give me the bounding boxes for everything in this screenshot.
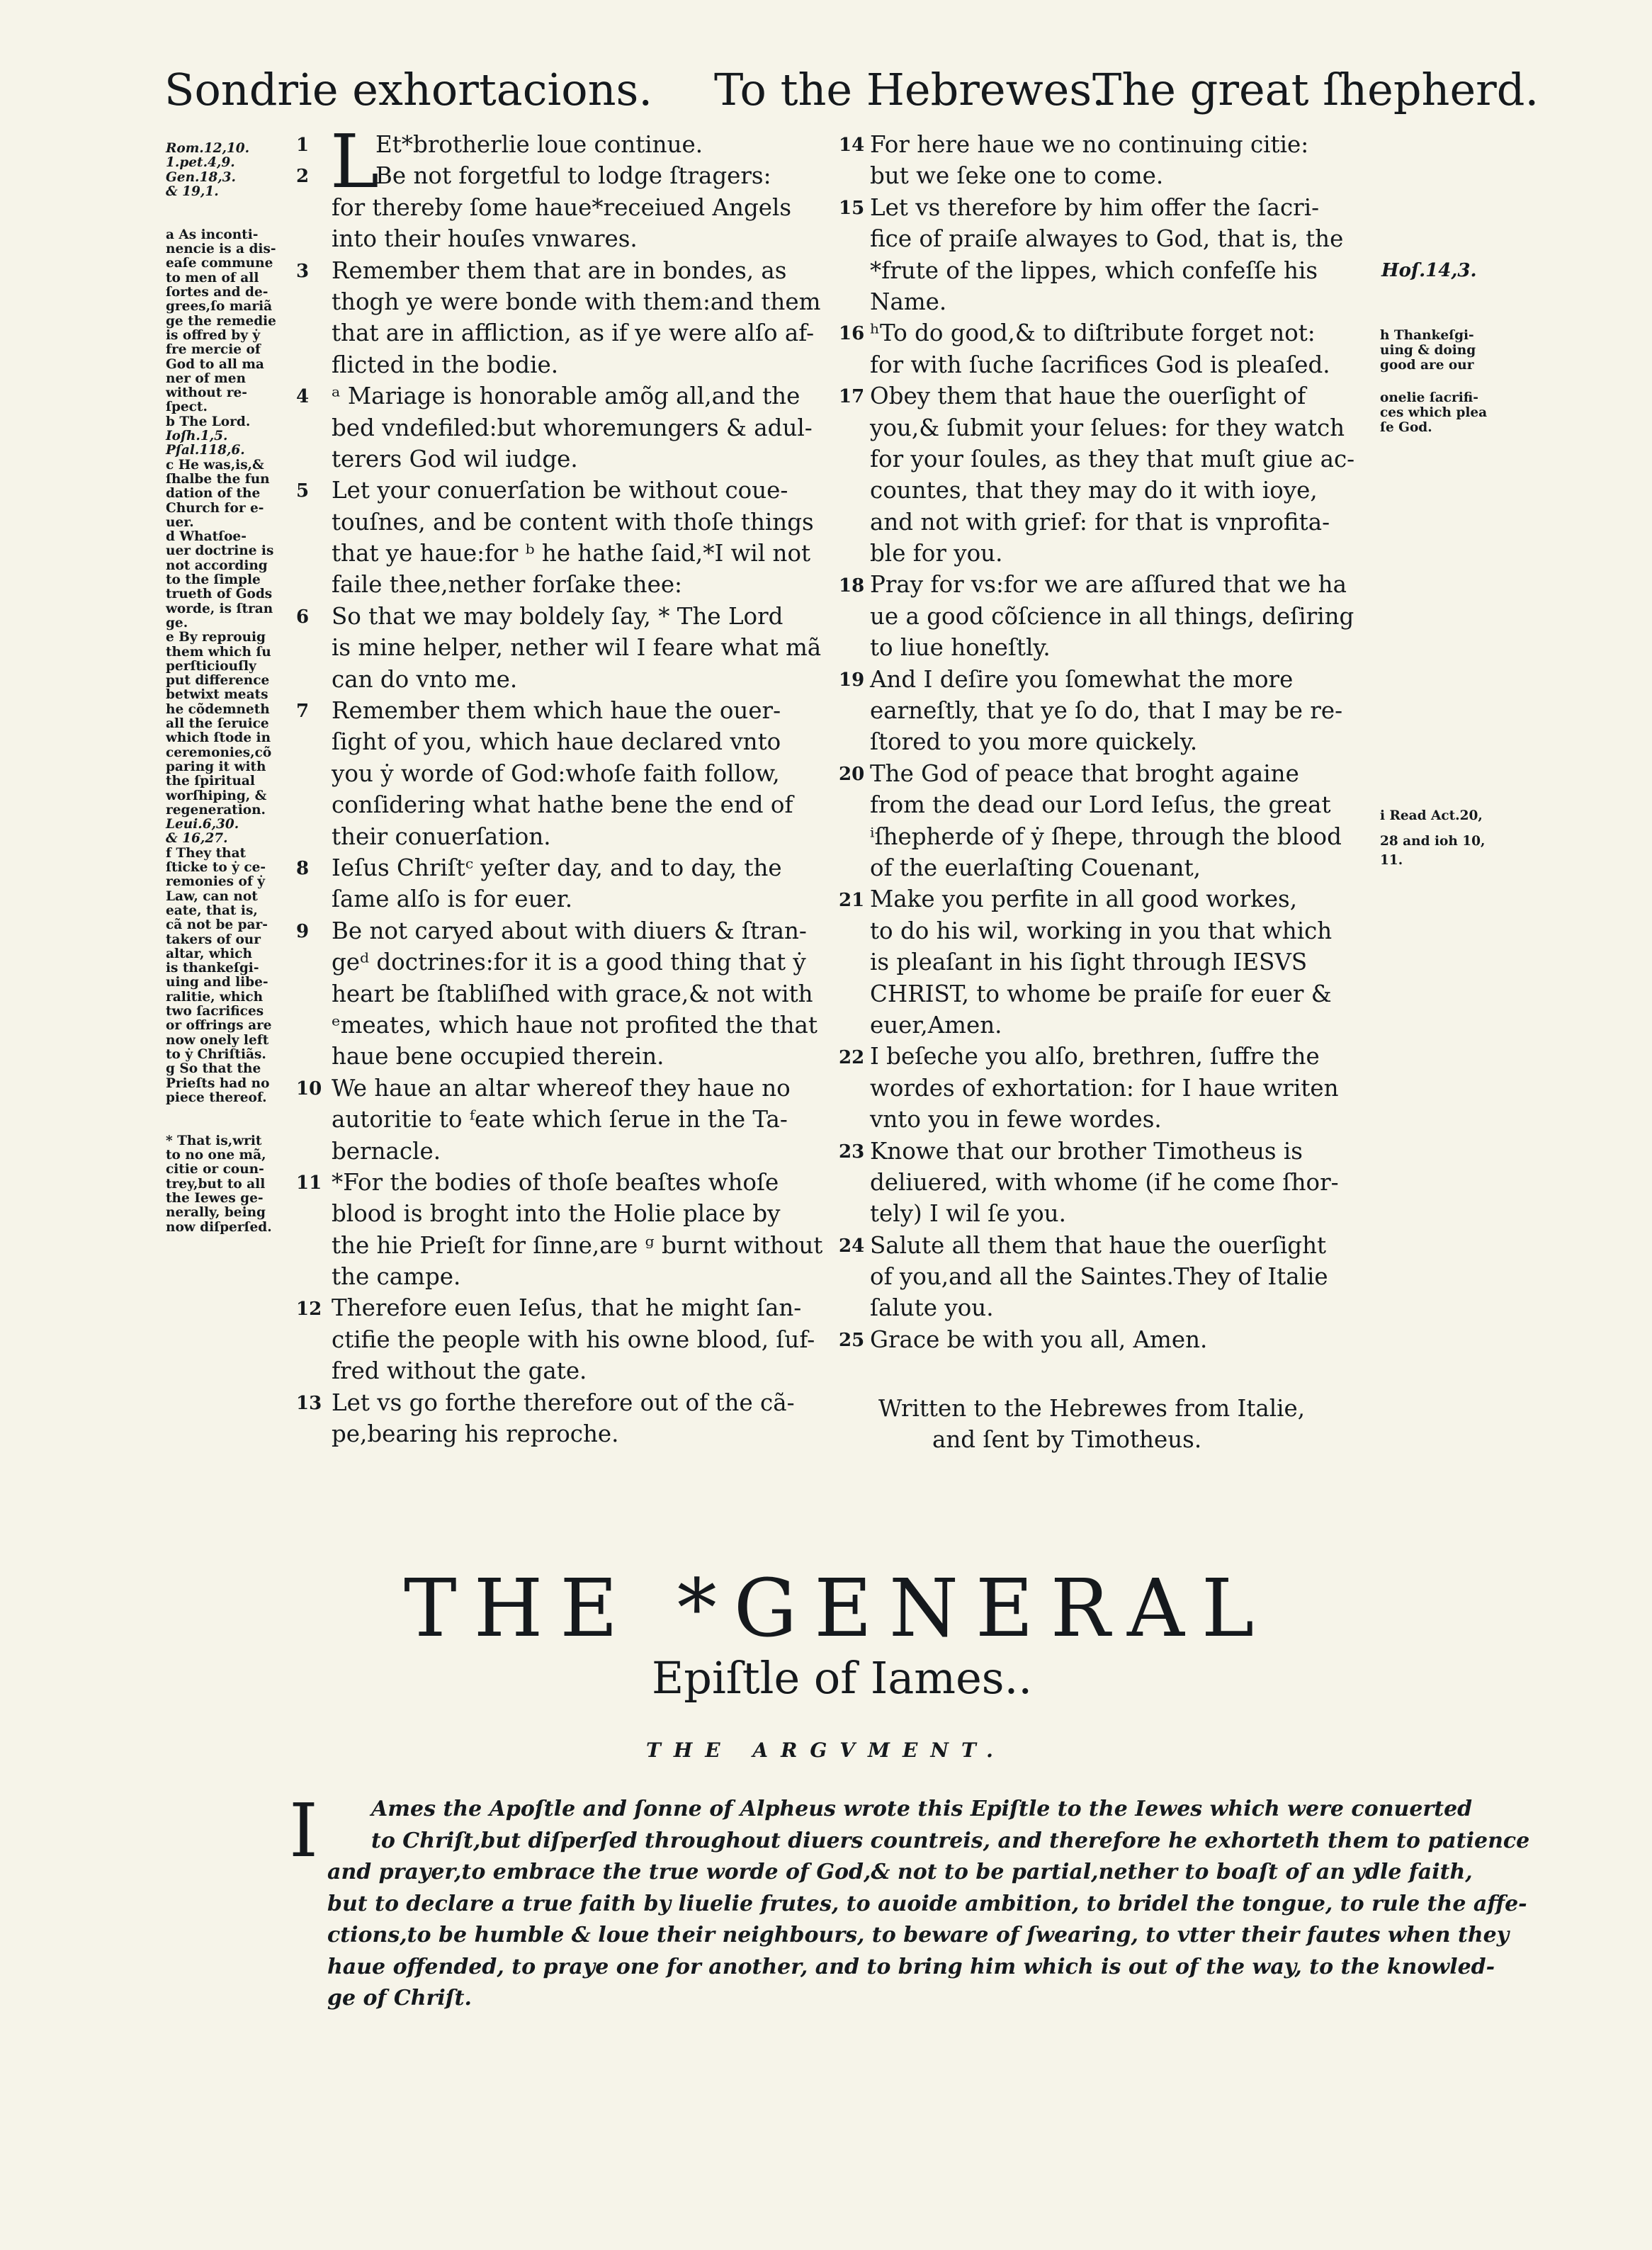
text-line: for thereby ſome haue*receiued Angels — [332, 193, 792, 221]
text-line: ſame alſo is for euer. — [332, 886, 573, 913]
verse-number: 1 — [296, 135, 310, 156]
cross-reference-note: 1.pet.4,9. — [166, 155, 235, 171]
margin-note-line: not according — [166, 558, 268, 573]
verse-number: 4 — [296, 386, 310, 408]
text-line: of the euerlaſting Couenant, — [870, 854, 1201, 881]
text-line: blood is broght into the Holie place by — [332, 1200, 781, 1228]
text-line: *For the bodies of thoſe beaſtes whoſe — [332, 1168, 779, 1196]
margin-note-line: * That is,writ — [166, 1133, 262, 1148]
margin-note-line: citie or coun- — [166, 1162, 264, 1177]
text-line: Salute all them that haue the ouerſight — [870, 1231, 1327, 1259]
verse-number: 5 — [296, 480, 310, 502]
text-line: into their houſes vnwares. — [332, 225, 638, 253]
verse-number: 13 — [296, 1393, 322, 1414]
verse-number: 10 — [296, 1078, 322, 1099]
margin-note-line: trueth of Gods — [166, 587, 273, 602]
text-line: heart be ſtabliſhed with grace,& not with — [332, 980, 813, 1007]
margin-note-line: c He was,is,& — [166, 457, 264, 473]
margin-note-line: d Whatſoe- — [166, 529, 247, 545]
text-line: ⁱſhepherde of ẏ ſhepe, through the blood — [870, 822, 1342, 850]
margin-note-line: ge. — [166, 615, 188, 631]
text-line: The God of peace that broght againe — [870, 759, 1299, 787]
margin-note-line: all the ſeruice — [166, 716, 269, 731]
verse-number: 15 — [839, 197, 865, 219]
margin-note-line: remonies of ẏ — [166, 874, 266, 890]
margin-note-line: them which ſu — [166, 644, 271, 660]
text-line: ſight of you, which haue declared vnto — [332, 728, 781, 756]
subscription-line-1: Written to the Hebrewes from Italie, — [878, 1395, 1306, 1422]
margin-note-line: ceremonies,cõ — [166, 745, 272, 760]
text-line: terers God wil iudge. — [332, 445, 578, 473]
text-line: ſtored to you more quickely. — [870, 728, 1198, 756]
verse-number: 17 — [839, 386, 865, 408]
margin-note-line: ner of men — [166, 371, 246, 386]
margin-note-line: cã not be par- — [166, 917, 268, 933]
margin-note-line: uer doctrine is — [166, 543, 274, 559]
verse-number: 22 — [839, 1046, 865, 1068]
text-line: ctifie the people with his owne blood, ſuf- — [332, 1325, 815, 1353]
margin-note-line: i Read Act.20, — [1380, 808, 1483, 823]
text-line: the hie Prieſt for ſinne,are ᵍ burnt without — [332, 1231, 823, 1259]
margin-note-line: f They that — [166, 845, 247, 861]
text-line: flicted in the bodie. — [332, 351, 559, 378]
margin-note-line: or offrings are — [166, 1018, 272, 1034]
margin-note-line: betwixt meats — [166, 687, 268, 703]
margin-note-line: is offred by ẏ — [166, 327, 261, 343]
text-line: Ieſus Chriſtᶜ yeſter day, and to day, the — [332, 854, 782, 881]
text-line: and not with grief: for that is vnprofita- — [870, 508, 1330, 536]
text-line: tely) I wil ſe you. — [870, 1200, 1066, 1228]
text-line: bed vndefiled:but whoremungers & adul- — [332, 414, 813, 441]
margin-note-line: perſticiouſly — [166, 658, 256, 674]
cross-reference-note: Leui.6,30. — [166, 817, 239, 832]
argument-line: to Chriſt,but diſperſed throughout diuers countreis, and therefore he exhorteth them to patience — [371, 1828, 1530, 1853]
running-head-left: Sondrie exhortacions. — [164, 64, 653, 115]
text-line: ʰTo do good,& to diſtribute forget not: — [870, 320, 1316, 347]
text-line: geᵈ doctrines:for it is a good thing that ẏ — [332, 949, 806, 976]
text-line: *frute of the lippes, which confeſſe his — [870, 256, 1318, 284]
margin-note-line: eaſe commune — [166, 256, 273, 271]
cross-reference-note: Hoſ.14,3. — [1381, 260, 1477, 281]
margin-note-line: worſhiping, & — [166, 788, 267, 803]
cross-reference-note: Pſal.118,6. — [166, 443, 245, 458]
running-head-right: The great ſhepherd. — [1092, 64, 1539, 115]
margin-note-line: to the ſimple — [166, 572, 261, 587]
text-line: ᵃ Mariage is honorable amõg all,and the — [332, 383, 800, 410]
argument-line: but to declare a true faith by liuelie frutes, to auoide ambition, to bridel the tongue, to rule the affe- — [327, 1891, 1527, 1916]
argument-line: ge of Chriſt. — [327, 1986, 472, 2011]
verse-number: 19 — [839, 669, 865, 691]
text-line: faile thee,nether forſake thee: — [332, 571, 683, 599]
cross-reference-note: & 16,27. — [166, 831, 228, 847]
margin-note-line: God to all ma — [166, 356, 264, 372]
text-line: to liue honeſtly. — [870, 634, 1051, 662]
verse-number: 6 — [296, 606, 310, 628]
verse-number: 20 — [839, 764, 865, 785]
text-line: is pleaſant in his ſight through IESVS — [870, 949, 1308, 976]
verse-number: 12 — [296, 1298, 322, 1320]
text-line: Pray for vs:for we are aſſured that we ha — [870, 571, 1347, 599]
margin-note-line: ge the remedie — [166, 313, 276, 329]
drop-cap-l: L — [330, 118, 380, 205]
margin-note-line: piece thereof. — [166, 1090, 267, 1105]
argument-line: haue offended, to praye one for another, and to bring him which is out of the way, to the knowled- — [327, 1954, 1495, 1979]
text-line: can do vnto me. — [332, 665, 518, 693]
margin-note-line: fre mercie of — [166, 342, 261, 358]
margin-note-line: altar, which — [166, 946, 252, 961]
margin-note-line: onelie ſacrifi- — [1380, 390, 1478, 405]
margin-note-line: the ſpiritual — [166, 774, 255, 789]
text-line: So that we may boldely ſay, * The Lord — [332, 602, 783, 630]
verse-number: 7 — [296, 701, 310, 723]
text-line: vnto you in fewe wordes. — [870, 1106, 1162, 1134]
verse-number: 3 — [296, 260, 310, 282]
text-line: Obey them that haue the ouerſight of — [870, 383, 1306, 410]
verse-number: 11 — [296, 1172, 322, 1194]
text-line: conſidering what hathe bene the end of — [332, 791, 793, 819]
text-line: that ye haue:for ᵇ he hathe ſaid,*I wil not — [332, 540, 811, 567]
margin-note-line: ralitie, which — [166, 989, 264, 1005]
subscription-line-2: and ſent by Timotheus. — [932, 1426, 1202, 1453]
margin-note-line: to ẏ Chriſtiãs. — [166, 1046, 266, 1062]
text-line: from the dead our Lord Ieſus, the great — [870, 791, 1331, 819]
text-line: pe,bearing his reproche. — [332, 1420, 619, 1448]
margin-note-line: to men of all — [166, 270, 259, 286]
margin-note-line: ſortes and de- — [166, 285, 268, 300]
margin-note-line: which ſtode in — [166, 730, 271, 746]
argument-line: ctions,to be humble & loue their neighbours, to beware of ſwearing, to vtter their fautes when they — [327, 1923, 1510, 1947]
text-line: Let your conuerſation be without coue- — [332, 477, 788, 504]
margin-note-line: Law, can not — [166, 888, 258, 904]
text-line: CHRIST, to whome be praiſe for euer & — [870, 980, 1332, 1007]
text-line: I beſeche you alſo, brethren, ſuffre the — [870, 1043, 1320, 1070]
text-line: you ẏ worde of God:whoſe faith follow, — [332, 759, 780, 787]
text-line: wordes of exhortation: for I haue writen — [870, 1074, 1339, 1102]
margin-note-line: nencie is a dis- — [166, 242, 276, 257]
verse-number: 2 — [296, 166, 310, 188]
text-line: is mine helper, nether wil I feare what mã — [332, 634, 822, 662]
margin-note-line: eate, that is, — [166, 903, 258, 918]
margin-note-line: now onely left — [166, 1032, 269, 1048]
margin-note-line: ces which plea — [1380, 405, 1488, 420]
verse-number: 25 — [839, 1330, 865, 1352]
margin-note-line: now diſperſed. — [166, 1219, 272, 1235]
cross-reference-note: & 19,1. — [166, 183, 219, 199]
margin-note-line: 11. — [1380, 853, 1403, 868]
text-line: you,& ſubmit your ſelues: for they watch — [870, 414, 1345, 441]
right-text-column — [870, 129, 1354, 1355]
text-line: Remember them that are in bondes, as — [332, 256, 787, 284]
margin-note-line: b The Lord. — [166, 414, 251, 429]
margin-note-line: ſe God. — [1380, 420, 1432, 435]
margin-note-line: uing and libe- — [166, 975, 268, 990]
text-line: fred without the gate. — [332, 1357, 587, 1385]
text-line: deliuered, with whome (if he come ſhor- — [870, 1168, 1339, 1196]
text-line: touſnes, and be content with thoſe things — [332, 508, 814, 536]
text-line: Et*brotherlie loue continue. — [375, 131, 703, 158]
book-subtitle: Epiſtle of Iames.. — [652, 1652, 1033, 1704]
margin-note-line: trey,but to all — [166, 1176, 266, 1192]
book-title: THE *GENERAL — [404, 1563, 1272, 1655]
margin-note-line: Church for e- — [166, 500, 264, 516]
margin-note-line: takers of our — [166, 932, 261, 947]
margin-note-line: good are our — [1380, 358, 1474, 373]
text-line: We haue an altar whereof they haue no — [332, 1074, 791, 1102]
margin-note-line: a As inconti- — [166, 227, 259, 242]
margin-note-line: e By reprouig — [166, 630, 266, 645]
text-line: countes, that they may do it with ioye, — [870, 477, 1318, 504]
verse-number: 23 — [839, 1141, 865, 1163]
argument-drop-cap: I — [289, 1787, 319, 1874]
margin-note-line: without re- — [166, 385, 247, 401]
text-line: For here haue we no continuing citie: — [870, 131, 1309, 158]
margin-note-line: put difference — [166, 673, 270, 689]
verse-number: 24 — [839, 1236, 865, 1257]
margin-note-line: two ſacrifices — [166, 1004, 264, 1019]
margin-note-line: uing & doing — [1380, 343, 1476, 358]
text-line: Remember them which haue the ouer- — [332, 697, 781, 725]
margin-note-line: the Iewes ge- — [166, 1190, 264, 1206]
text-line: to do his wil, working in you that which — [870, 917, 1333, 944]
verse-number: 16 — [839, 323, 865, 345]
margin-note-line: regeneration. — [166, 802, 266, 818]
margin-note-line: ſticke to ẏ ce- — [166, 860, 266, 875]
text-line: Let vs therefore by him offer the ſacri- — [870, 193, 1320, 221]
text-line: their conuerſation. — [332, 822, 551, 850]
text-line: Be not caryed about with diuers & ſtran- — [332, 917, 807, 944]
margin-note-line: g So that the — [166, 1061, 261, 1077]
text-line: ᵉmeates, which haue not profited the that — [332, 1011, 817, 1039]
verse-number: 9 — [296, 921, 310, 942]
text-line: ſalute you. — [870, 1294, 994, 1322]
margin-note-line: 28 and ioh 10, — [1380, 834, 1486, 849]
margin-note-line: is thankeſgi- — [166, 961, 259, 976]
text-line: And I deſire you ſomewhat the more — [870, 665, 1294, 693]
verse-number: 14 — [839, 135, 865, 156]
running-head-center: To the Hebrewes. — [714, 64, 1106, 115]
margin-note-line: ſhalbe the fun — [166, 471, 270, 487]
text-line: bernacle. — [332, 1137, 441, 1165]
text-line: ble for you. — [870, 540, 1003, 567]
cross-reference-note: Gen.18,3. — [166, 169, 236, 185]
text-line: Grace be with you all, Amen. — [870, 1325, 1208, 1353]
text-line: the campe. — [332, 1263, 461, 1291]
text-line: but we ſeke one to come. — [870, 162, 1164, 190]
left-text-column — [332, 129, 822, 1449]
text-line: thogh ye were bonde with them:and them — [332, 288, 821, 315]
text-line: Therefore euen Ieſus, that he might ſan- — [332, 1294, 802, 1322]
argument-line: and prayer,to embrace the true worde of God,& not to be partial,nether to boaſt of an ydle faith, — [327, 1860, 1473, 1884]
margin-note-line: dation of the — [166, 486, 261, 502]
cross-reference-note: Ioſh.1,5. — [166, 429, 228, 443]
text-line: autoritie to ᶠeate which ſerue in the Ta- — [332, 1106, 788, 1134]
argument-paragraph — [327, 1794, 1529, 2015]
verse-number: 18 — [839, 575, 865, 597]
text-line: haue bene occupied therein. — [332, 1043, 664, 1070]
argument-line: Ames the Apoſtle and ſonne of Alpheus wrote this Epiſtle to the Iewes which were conuerted — [371, 1797, 1473, 1821]
text-line: Name. — [870, 288, 947, 315]
text-line: earneſtly, that ye ſo do, that I may be re- — [870, 697, 1343, 725]
text-line: fice of praiſe alwayes to God, that is, the — [870, 225, 1344, 253]
text-line: for with ſuche ſacrifices God is pleaſed. — [870, 351, 1330, 378]
text-line: euer,Amen. — [870, 1011, 1002, 1039]
margin-note-line: nerally, being — [166, 1205, 266, 1221]
text-line: Let vs go forthe therefore out of the cã- — [332, 1389, 795, 1416]
margin-note-line: to no one mã, — [166, 1148, 266, 1163]
text-line: Make you perfite in all good workes, — [870, 886, 1298, 913]
text-line: for your ſoules, as they that muſt giue ac- — [870, 445, 1355, 473]
argument-heading: THE ARGVMENT. — [646, 1739, 1006, 1762]
text-line: ue a good cõſcience in all things, deſiring — [870, 602, 1354, 630]
margin-note-line: uer. — [166, 514, 194, 530]
margin-note-line: worde, is ſtran — [166, 601, 273, 616]
cross-reference-note: Rom.12,10. — [166, 141, 250, 156]
margin-note-line: paring it with — [166, 759, 266, 774]
margin-note-line: grees,ſo mariã — [166, 299, 273, 315]
margin-note-line: he cõdemneth — [166, 701, 270, 717]
text-line: Knowe that our brother Timotheus is — [870, 1137, 1303, 1165]
text-line: that are in affliction, as if ye were alſo af- — [332, 320, 815, 347]
text-line: of you,and all the Saintes.They of Italie — [870, 1263, 1328, 1291]
margin-note-line: Prieſts had no — [166, 1075, 270, 1091]
text-line: Be not forgetful to lodge ſtragers: — [375, 162, 771, 190]
verse-number: 8 — [296, 858, 310, 880]
verse-number: 21 — [839, 889, 865, 911]
margin-note-line: h Thankeſgi- — [1380, 328, 1474, 343]
margin-note-line: ſpect. — [166, 400, 208, 415]
